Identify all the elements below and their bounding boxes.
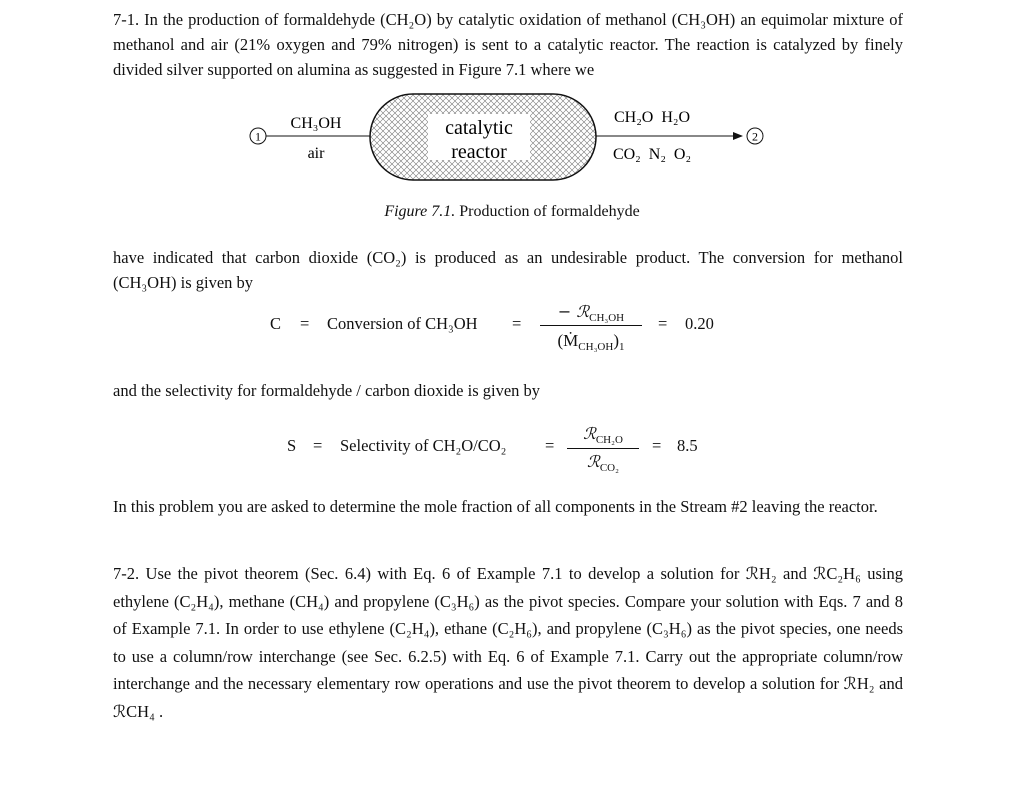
eq-conversion-denominator-symbol: (Ṁ: [557, 331, 579, 350]
reactor-label-line2: reactor: [451, 141, 507, 163]
problem-7-2-text: 7-2. Use the pivot theorem (Sec. 6.4) with Eq. 6 of Example 7.1 to develop a solution for ℛH₂ and ℛC₂H₆ using ethylene (C₂H₄), methane (CH₄) and propylene (C₃H₆) as the pivot species. Compare your solution with Eqs. 7 and 8 of Example 7.1. In order to use ethylene (C₂H₄), ethane (C₂H₆), and propylene (C₃H₆) as the pivot species, one needs to use a column/row interchange (see Sec. 6.2.5) with Eq. 6 of Example 7.1. Carry out the appropriate column/row interchange and the necessary elementary row operations and use the pivot theorem to develop a solution for ℛH₂ and ℛCH₄ .: [113, 564, 903, 721]
eq-selectivity-numerator: [565, 424, 641, 444]
outlet-top-label: CH₂O H₂O: [613, 109, 691, 126]
figure-caption: [0, 203, 1024, 221]
problem-7-1-selectivity-text: and the selectivity for formaldehyde / carbon dioxide is given by: [113, 381, 541, 400]
eq-conversion-value: 0.20: [685, 314, 714, 333]
eq-conversion-fraction-bar: [540, 325, 642, 326]
eq-selectivity-denominator: [565, 452, 641, 472]
problem-7-1-intro-text: In the production of formaldehyde (CH₂O) by catalytic oxidation of methanol (CH₃OH) an equimolar mixture of methanol and air (21% oxygen and 79% nitrogen) is sent to a catalytic reactor. The reaction is catalyzed by finely divided silver supported on alumina as suggested in Figure 7.1 where we: [113, 10, 903, 79]
stream-2-label: 2: [752, 129, 758, 144]
inlet-bottom-label: air: [307, 145, 325, 162]
eq-selectivity-numerator-symbol: ℛ: [583, 424, 596, 443]
eq-conversion-numerator-symbol: − ℛ: [557, 302, 590, 321]
problem-7-1-number: 7-1.: [113, 10, 140, 29]
figure-caption-text: Production of formaldehyde: [455, 203, 640, 220]
eq-conversion-denominator: [540, 331, 642, 351]
eq-conversion-denominator-sub: CH₃OH: [578, 341, 614, 353]
eq-conversion-numerator: [540, 302, 642, 322]
eq-conversion-label: Conversion of CH₃OH: [327, 314, 478, 333]
eq-selectivity-denominator-symbol: ℛ: [587, 452, 600, 471]
eq-selectivity-equals-2: =: [545, 436, 555, 455]
eq-selectivity-equals-3: =: [652, 436, 662, 455]
eq-conversion-denominator-close: ): [613, 331, 619, 350]
eq-selectivity-value: 8.5: [677, 436, 698, 455]
problem-7-1-conversion-text: have indicated that carbon dioxide (CO₂) is produced as an undesirable product. The conversion for methanol (CH₃OH) is given by: [113, 248, 903, 292]
figure-reactor-diagram: [230, 92, 790, 192]
eq-selectivity-equals-1: =: [313, 436, 323, 455]
figure-caption-label: Figure 7.1.: [384, 203, 456, 220]
eq-conversion-lhs: C: [270, 314, 282, 333]
eq-conversion-numerator-sub: CH₃OH: [589, 312, 625, 324]
eq-selectivity-fraction-bar: [567, 448, 639, 449]
problem-7-1-task-text: In this problem you are asked to determine the mole fraction of all components in the Stream #2 leaving the reactor.: [113, 497, 878, 516]
problem-7-1-intro: [113, 7, 903, 82]
eq-conversion-denominator-close-sub: 1: [618, 341, 625, 353]
eq-conversion-equals-3: =: [658, 314, 668, 333]
eq-selectivity-lhs: S: [287, 436, 297, 455]
eq-selectivity-numerator-sub: CH₂O: [595, 434, 623, 446]
eq-selectivity-label: Selectivity of CH₂O/CO₂: [340, 436, 507, 455]
reactor-label-line1: catalytic: [445, 117, 513, 139]
eq-selectivity-denominator-sub: CO₂: [599, 462, 619, 474]
outlet-bottom-label: CO₂ N₂ O₂: [612, 146, 692, 163]
inlet-top-label: CH₃OH: [290, 115, 342, 132]
stream-1-label: 1: [255, 129, 261, 144]
eq-conversion-equals-2: =: [512, 314, 522, 333]
eq-conversion-equals-1: =: [300, 314, 310, 333]
